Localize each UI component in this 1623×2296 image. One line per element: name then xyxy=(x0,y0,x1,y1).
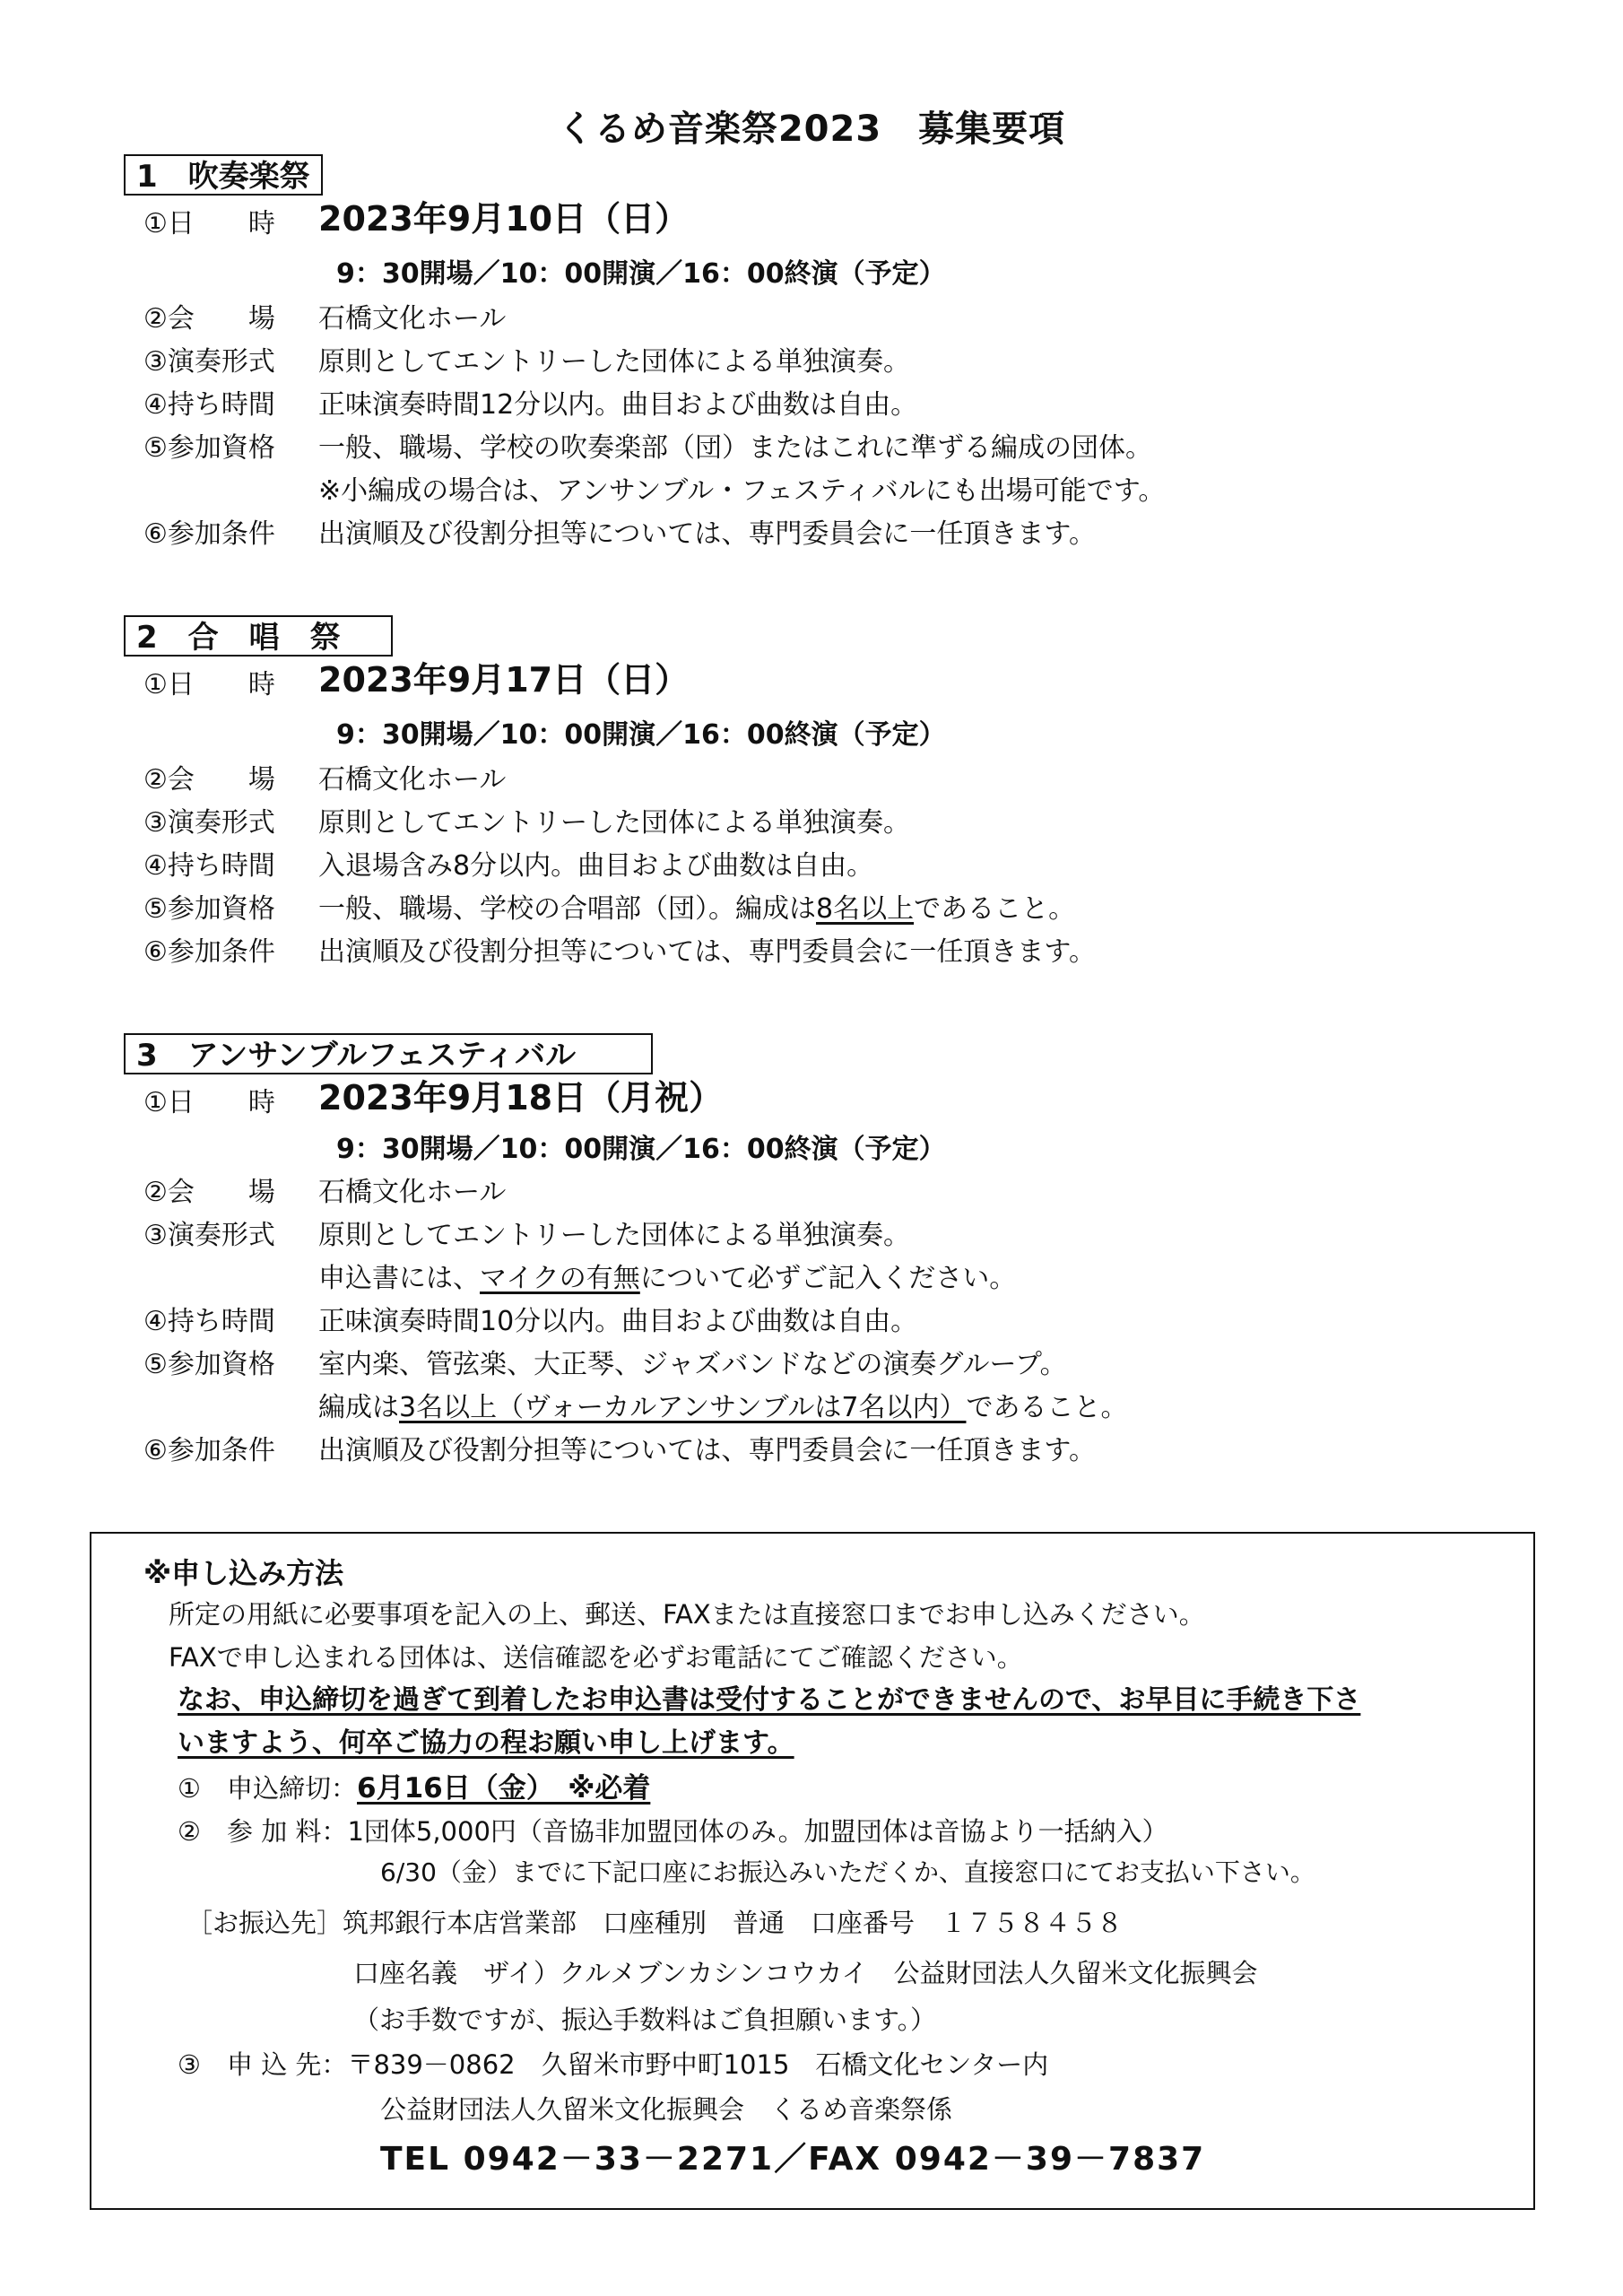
eligibility-label: ⑤参加資格 xyxy=(143,1349,275,1380)
conditions-value: 出演順及び役割分担等については、専門委員会に一任頂きます。 xyxy=(318,936,1096,968)
eligibility-note-members: 3名以上（ヴォーカルアンサンブルは7名以内） xyxy=(399,1392,967,1423)
conditions-label: ⑥参加条件 xyxy=(143,518,275,550)
application-line-1: 所定の用紙に必要事項を記入の上、郵送、FAXまたは直接窓口までお申し込みください。 xyxy=(169,1599,1205,1630)
fee-note: 6/30（金）までに下記口座にお振込みいただくか、直接窓口にてお支払い下さい。 xyxy=(380,1857,1315,1887)
conditions-value: 出演順及び役割分担等については、専門委員会に一任頂きます。 xyxy=(318,518,1096,550)
eligibility-label: ⑤参加資格 xyxy=(143,893,275,925)
eligibility-value xyxy=(318,890,1075,929)
eligibility-value: 一般、職場、学校の吹奏楽部（団）またはこれに準ずる編成の団体。 xyxy=(318,432,1152,464)
format-note-text: 申込書には、 xyxy=(318,1263,480,1294)
venue-label: ②会 場 xyxy=(143,1177,275,1208)
eligibility-min-members: 8名以上 xyxy=(816,893,915,925)
venue-value: 石橋文化ホール xyxy=(318,1177,507,1208)
date-value: 2023年9月10日（日） xyxy=(318,199,690,239)
date-label: ①日 時 xyxy=(143,669,275,700)
address-label: ③ 申 込 先： xyxy=(178,2049,348,2080)
times: 9：30開場／10：00開演／16：00終演（予定） xyxy=(336,258,946,290)
eligibility-text-end: であること。 xyxy=(914,893,1076,925)
format-label: ③演奏形式 xyxy=(143,346,275,378)
format-note-mic: マイクの有無 xyxy=(480,1263,640,1294)
fee-label: ② 参 加 料： xyxy=(178,1816,348,1847)
duration-value: 正味演奏時間12分以内。曲目および曲数は自由。 xyxy=(318,389,918,421)
venue-label: ②会 場 xyxy=(143,764,275,796)
conditions-label: ⑥参加条件 xyxy=(143,1435,275,1466)
venue-value: 石橋文化ホール xyxy=(318,303,507,335)
venue-value: 石橋文化ホール xyxy=(318,764,507,796)
times: 9：30開場／10：00開演／16：00終演（予定） xyxy=(336,719,946,751)
eligibility-note xyxy=(318,1388,1127,1428)
format-note-text-end: について必ずご記入ください。 xyxy=(639,1263,1017,1294)
duration-value: 正味演奏時間10分以内。曲目および曲数は自由。 xyxy=(318,1306,918,1337)
deadline-warning-1: なお、申込締切を過ぎて到着したお申込書は受付することができませんので、お早目に手続き下さ xyxy=(178,1684,1361,1716)
bank-info: ［お振込先］筑邦銀行本店営業部 口座種別 普通 口座番号 １７５８４５８ xyxy=(187,1908,1124,1938)
section-heading: 2 合 唱 祭 xyxy=(124,615,393,657)
format-value: 原則としてエントリーした団体による単独演奏。 xyxy=(318,346,910,378)
format-label: ③演奏形式 xyxy=(143,807,275,839)
format-label: ③演奏形式 xyxy=(143,1220,275,1251)
section-heading: 3 アンサンブルフェスティバル xyxy=(124,1033,653,1074)
application-title: ※申し込み方法 xyxy=(143,1556,344,1590)
deadline-warning-2: いますよう、何卒ご協力の程お願い申し上げます。 xyxy=(178,1727,794,1759)
eligibility-note-text: 編成は xyxy=(318,1392,399,1423)
conditions-label: ⑥参加条件 xyxy=(143,936,275,968)
eligibility-text: 一般、職場、学校の合唱部（団）。編成は xyxy=(318,893,816,925)
duration-label: ④持ち時間 xyxy=(143,1306,275,1337)
duration-value: 入退場含み8分以内。曲目および曲数は自由。 xyxy=(318,850,874,882)
eligibility-value: 室内楽、管弦楽、大正琴、ジャズバンドなどの演奏グループ。 xyxy=(318,1349,1067,1380)
page-title: くるめ音楽祭2023 募集要項 xyxy=(557,109,1066,150)
deadline-value: 6月16日（金） ※必着 xyxy=(357,1772,651,1805)
deadline-row xyxy=(178,1769,650,1808)
date-value: 2023年9月18日（月祝） xyxy=(318,1078,724,1118)
date-label: ①日 時 xyxy=(143,1087,275,1118)
section-heading: 1 吹奏楽祭 xyxy=(124,154,323,196)
application-line-2: FAXで申し込まれる団体は、送信確認を必ずお電話にてご確認ください。 xyxy=(169,1642,1023,1673)
duration-label: ④持ち時間 xyxy=(143,850,275,882)
duration-label: ④持ち時間 xyxy=(143,389,275,421)
fee-row xyxy=(178,1812,1168,1851)
eligibility-note: ※小編成の場合は、アンサンブル・フェスティバルにも出場可能です。 xyxy=(318,475,1166,507)
application-box xyxy=(90,1532,1535,2210)
fee-burden-note: （お手数ですが、振込手数料はご負担願います。） xyxy=(353,2005,937,2035)
deadline-label: ① 申込締切： xyxy=(178,1773,357,1804)
address-value: 〒839－0862 久留米市野中町1015 石橋文化センター内 xyxy=(347,2049,1049,2080)
format-value: 原則としてエントリーした団体による単独演奏。 xyxy=(318,807,910,839)
contact-phone-fax: TEL 0942－33－2271／FAX 0942－39－7837 xyxy=(380,2141,1206,2178)
times: 9：30開場／10：00開演／16：00終演（予定） xyxy=(336,1134,946,1165)
organization: 公益財団法人久留米文化振興会 くるめ音楽祭係 xyxy=(380,2094,953,2125)
conditions-value: 出演順及び役割分担等については、専門委員会に一任頂きます。 xyxy=(318,1435,1096,1466)
fee-value: 1団体5,000円（音協非加盟団体のみ。加盟団体は音協より一括納入） xyxy=(347,1816,1168,1847)
format-value: 原則としてエントリーした団体による単独演奏。 xyxy=(318,1220,910,1251)
date-label: ①日 時 xyxy=(143,208,275,239)
date-value: 2023年9月17日（日） xyxy=(318,660,690,700)
address-row xyxy=(178,2045,1048,2084)
format-note xyxy=(318,1259,1016,1299)
account-name: 口座名義 ザイ）クルメブンカシンコウカイ 公益財団法人久留米文化振興会 xyxy=(353,1958,1258,1988)
venue-label: ②会 場 xyxy=(143,303,275,335)
eligibility-label: ⑤参加資格 xyxy=(143,432,275,464)
eligibility-note-text-end: であること。 xyxy=(966,1392,1128,1423)
